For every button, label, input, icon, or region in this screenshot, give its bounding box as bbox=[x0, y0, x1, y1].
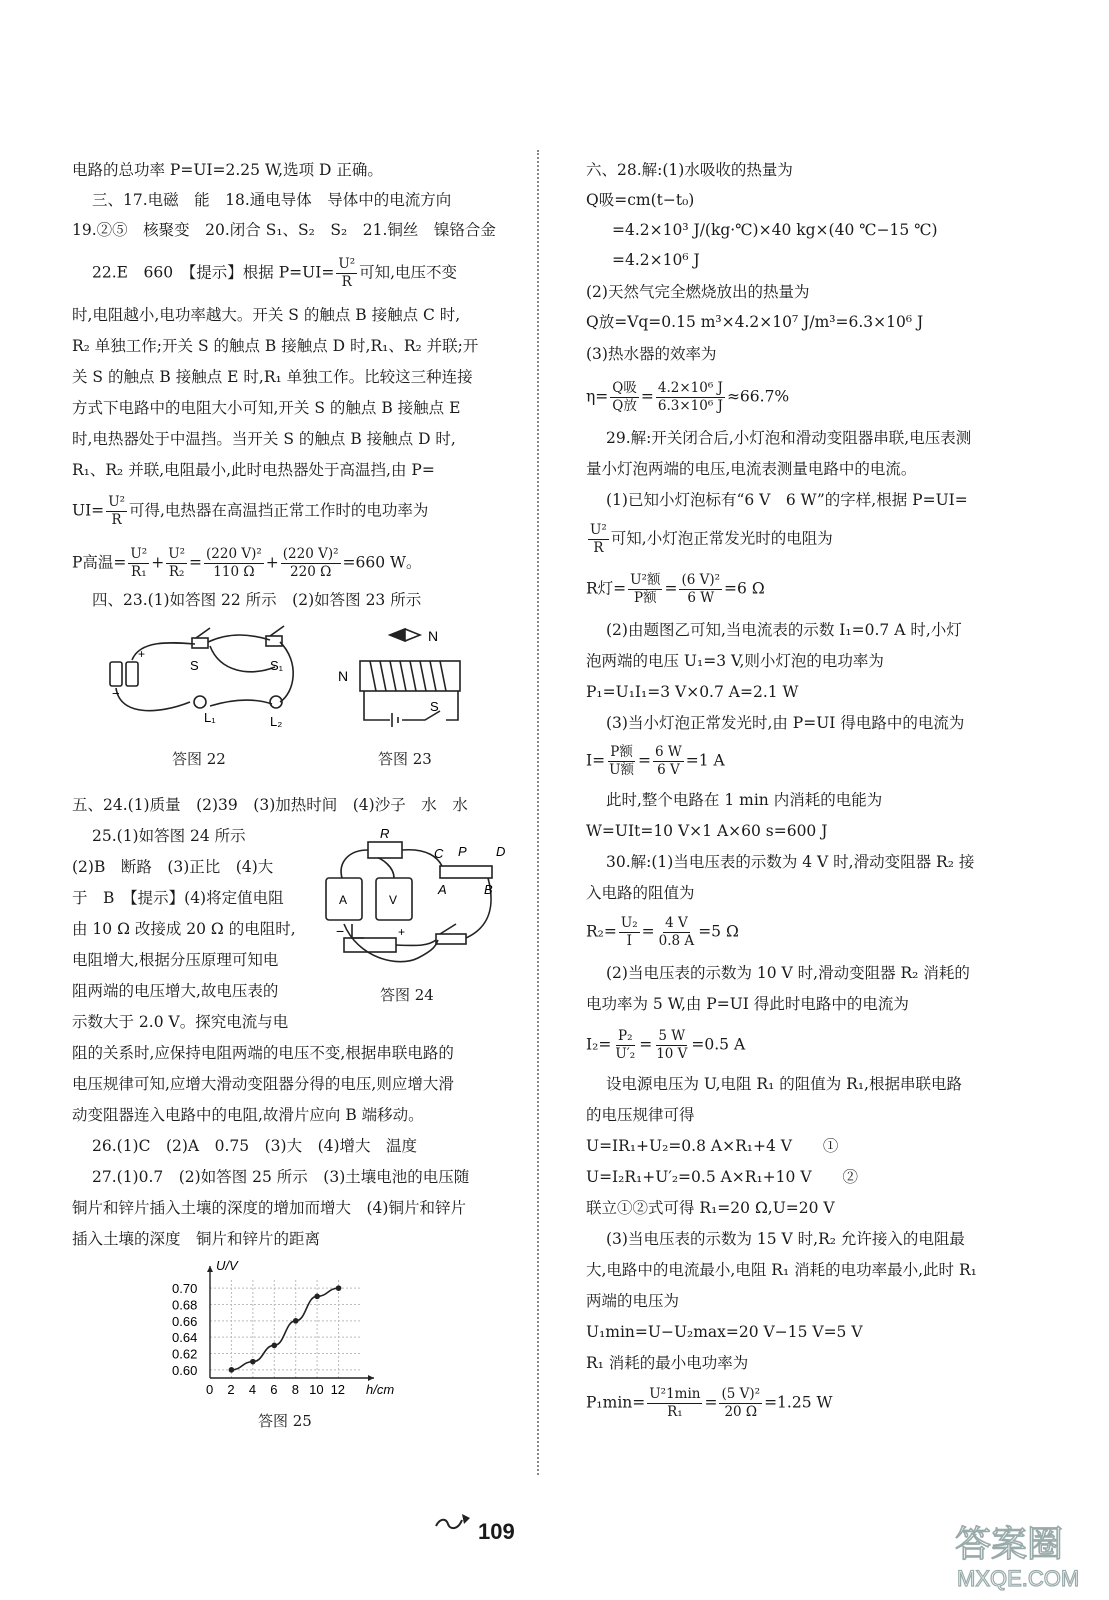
text-line: R₁、R₂ 并联,电阻最小,此时电热器处于高温挡,由 P= bbox=[72, 461, 435, 479]
fig-label: + bbox=[138, 647, 146, 661]
text-line: (2)由题图乙可知,当电流表的示数 I₁=0.7 A 时,小灯 bbox=[606, 621, 962, 639]
compass-n-label: N bbox=[428, 628, 439, 644]
y-tick-label: 0.60 bbox=[172, 1362, 198, 1378]
text-line-i2: I₂= $\frac{\text{P₂}}{\text{U′₂}}$ = $\frac{5 W}{10 V}$ =0.5 A bbox=[586, 1028, 746, 1062]
fraction: $\frac{\text{(220 V)²}}{110 \Omega}$ bbox=[206, 546, 262, 580]
x-tick-label: 12 bbox=[330, 1382, 346, 1397]
fraction: $\frac{5 W}{10 V}$ bbox=[656, 1028, 688, 1062]
switch-base bbox=[266, 636, 282, 646]
switch-base bbox=[436, 934, 466, 944]
y-tick-label: 0.62 bbox=[172, 1346, 198, 1362]
text-segment: 可知,电压不变 bbox=[359, 263, 458, 282]
text-line: 电压规律可知,应增大滑动变阻器分得的电压,则应增大滑 bbox=[72, 1075, 454, 1093]
wire bbox=[352, 924, 364, 938]
text-line: =4.2×10³ J/(kg·℃)×40 kg×(40 ℃−15 ℃) bbox=[612, 221, 938, 239]
text-line: (3)热水器的效率为 bbox=[586, 345, 717, 363]
data-point bbox=[229, 1367, 235, 1373]
text-line: 由 10 Ω 改接成 20 Ω 的电阻时, bbox=[72, 920, 296, 938]
figure-caption: 答图 23 bbox=[378, 750, 432, 768]
wire bbox=[344, 924, 438, 962]
watermark-url: MXQE.COM bbox=[957, 1566, 1080, 1591]
text-line: (2)天然气完全燃烧放出的热量为 bbox=[586, 283, 810, 301]
text-line: 27.(1)0.7 (2)如答图 25 所示 (3)土壤电池的电压随 bbox=[92, 1168, 470, 1186]
text-line: (1)已知小灯泡标有“6 V 6 W”的字样,根据 P=UI= bbox=[606, 491, 968, 509]
wire bbox=[116, 688, 190, 711]
text-line: 电路的总功率 P=UI=2.25 W,选项 D 正确。 bbox=[72, 161, 383, 179]
x-axis-arrow bbox=[368, 1375, 374, 1381]
switch-lever bbox=[440, 924, 456, 934]
fraction: $\frac{\text{U²}}{R}$ bbox=[338, 256, 356, 290]
fraction: $\frac{\text{P额}}{\text{U额}}$ bbox=[609, 744, 635, 778]
fraction: $\frac{4 V}{0.8 A}$ bbox=[658, 915, 695, 949]
text-line: 设电源电压为 U,电阻 R₁ 的阻值为 R₁,根据串联电路 bbox=[606, 1075, 962, 1093]
rheostat bbox=[440, 866, 492, 878]
text-line: 示数大于 2.0 V。探究电流与电 bbox=[72, 1013, 289, 1031]
wire bbox=[364, 691, 390, 720]
fig-label: − bbox=[336, 923, 345, 939]
wire bbox=[446, 691, 458, 720]
text-line: U=I₂R₁+U′₂=0.5 A×R₁+10 V ② bbox=[586, 1168, 859, 1186]
text-line: 入电路的阻值为 bbox=[586, 884, 695, 902]
bulb-icon bbox=[194, 696, 206, 708]
text-line: Q放=Vq=0.15 m³×4.2×10⁷ J/m³=6.3×10⁶ J bbox=[586, 313, 924, 331]
fig-label: − bbox=[112, 686, 120, 701]
text-line: 26.(1)C (2)A 0.75 (3)大 (4)增大 温度 bbox=[92, 1137, 418, 1155]
watermark-logo bbox=[945, 1514, 1095, 1594]
fig-label: B bbox=[484, 882, 493, 897]
solenoid-n-label: N bbox=[338, 668, 349, 684]
x-tick-label: 6 bbox=[270, 1382, 278, 1397]
solenoid-figure-23 bbox=[330, 625, 470, 737]
text-line-rlamp: R灯= $\frac{\text{U²额}}{\text{P额}}$ = $\frac{\text{(6 V)²}}{6 W}$ =6 Ω bbox=[586, 572, 765, 606]
text-line: 五、24.(1)质量 (2)39 (3)加热时间 (4)沙子 水 水 bbox=[72, 796, 468, 814]
text-line: 阻的关系时,应保持电阻两端的电压不变,根据串联电路的 bbox=[72, 1044, 454, 1062]
text-line: 插入土壤的深度 铜片和锌片的距离 bbox=[72, 1230, 321, 1248]
fraction: $\frac{\text{(6 V)²}}{6 W}$ bbox=[681, 572, 721, 606]
page-number: 109 bbox=[478, 1519, 515, 1544]
text-line: 时,电热器处于中温挡。当开关 S 的触点 B 接触点 D 时, bbox=[72, 430, 456, 448]
resistor bbox=[368, 842, 402, 858]
text-line: 关 S 的触点 B 接触点 E 时,R₁ 单独工作。比较这三种连接 bbox=[72, 368, 473, 386]
x-tick-label: 2 bbox=[227, 1382, 235, 1397]
text-line: U=IR₁+U₂=0.8 A×R₁+4 V ① bbox=[586, 1137, 839, 1155]
data-point bbox=[314, 1294, 320, 1300]
text-line: 六、28.解:(1)水吸收的热量为 bbox=[586, 161, 793, 179]
text-line-phigh: P高温= $\frac{\text{U²}}{\text{R₁}}$ + $\frac{\text{U²}}{\text{R₂}}$ = $\frac{\text{(220 V)²}}{110 \Omega}$ + $\frac{\text{(220 V)²}}{220 \Omega}$ =660 W。 bbox=[72, 546, 422, 580]
fig-label: + bbox=[398, 925, 406, 939]
text-line: 的电压规律可得 bbox=[586, 1106, 695, 1124]
x-tick-label: 0 bbox=[206, 1382, 214, 1397]
text-line: P₁=U₁I₁=3 V×0.7 A=2.1 W bbox=[586, 683, 799, 701]
series-line bbox=[231, 1288, 338, 1370]
text-line: 大,电路中的电流最小,电阻 R₁ 消耗的电功率最小,此时 R₁ bbox=[586, 1261, 977, 1279]
fraction: $\frac{\text{U²}}{R}$ bbox=[108, 494, 125, 528]
text-line: 19.②⑤ 核聚变 20.闭合 S₁、S₂ S₂ 21.铜丝 镍铬合金 bbox=[72, 221, 496, 239]
y-axis-arrow bbox=[207, 1266, 213, 1272]
fraction: $\frac{6 W}{6 V}$ bbox=[655, 744, 682, 778]
text-line: (2)B 断路 (3)正比 (4)大 bbox=[72, 858, 274, 876]
compass-needle-dark bbox=[390, 629, 405, 641]
fraction: $\frac{\text{(220 V)²}}{220 \Omega}$ bbox=[282, 546, 339, 580]
publisher-logo-icon bbox=[432, 1510, 474, 1534]
text-line: 电阻增大,根据分压原理可知电 bbox=[72, 951, 279, 969]
fig-label: S₁ bbox=[270, 658, 284, 673]
fig-label: L₂ bbox=[270, 714, 283, 729]
text-line: R₂ 单独工作;开关 S 的触点 B 接触点 D 时,R₁、R₂ 并联;开 bbox=[72, 337, 479, 355]
fig-label: P bbox=[458, 844, 467, 859]
fraction: $\frac{\text{U₂}}{I}$ bbox=[620, 915, 638, 949]
fig-label: R bbox=[380, 828, 390, 841]
circuit-figure-22 bbox=[100, 622, 300, 740]
wire bbox=[378, 858, 394, 878]
data-point bbox=[293, 1318, 299, 1324]
text-line: 方式下电路中的电阻大小可知,开关 S 的触点 B 接触点 E bbox=[72, 399, 461, 417]
fraction: $\frac{\text{P₂}}{\text{U′₂}}$ bbox=[615, 1028, 636, 1062]
x-tick-label: 8 bbox=[291, 1382, 299, 1397]
fraction: $\frac{\text{U²}}{R}$ bbox=[590, 522, 607, 556]
text-line: 铜片和锌片插入土壤的深度的增加而增大 (4)铜片和锌片 bbox=[72, 1199, 466, 1217]
text-line: 泡两端的电压 U₁=3 V,则小灯泡的电功率为 bbox=[586, 652, 884, 670]
battery-box bbox=[344, 938, 396, 952]
meter-label: V bbox=[389, 893, 398, 907]
fraction: $\frac{\text{(5 V)²}}{20 \Omega}$ bbox=[721, 1386, 761, 1420]
text-line: 于 B 【提示】(4)将定值电阻 bbox=[72, 889, 284, 907]
text-segment: 22.E 660 【提示】根据 P=UI= bbox=[92, 263, 335, 282]
fraction: $\frac{\text{U²1min}}{\text{R₁}}$ bbox=[649, 1386, 701, 1420]
column-divider bbox=[537, 150, 539, 1475]
text-line-r2: R₂= $\frac{\text{U₂}}{I}$ = $\frac{4 V}{0.8 A}$ =5 Ω bbox=[586, 915, 739, 949]
fraction: $\frac{\text{Q吸}}{\text{Q放}}$ bbox=[612, 380, 637, 414]
text-line-ui: UI= $\frac{\text{U²}}{R}$ 可得,电热器在高温挡正常工作时的电功率为 bbox=[72, 494, 429, 528]
fig-label: D bbox=[496, 844, 506, 859]
text-line: 四、23.(1)如答图 22 所示 (2)如答图 23 所示 bbox=[92, 591, 422, 609]
text-line: 时,电阻越小,电功率越大。开关 S 的触点 B 接触点 C 时, bbox=[72, 306, 461, 324]
text-line: 联立①②式可得 R₁=20 Ω,U=20 V bbox=[586, 1199, 835, 1217]
y-tick-label: 0.68 bbox=[172, 1297, 198, 1313]
text-line: 25.(1)如答图 24 所示 bbox=[92, 827, 246, 845]
text-line-u2r: $\frac{\text{U²}}{R}$ 可知,小灯泡正常发光时的电阻为 bbox=[590, 522, 833, 556]
battery-cell bbox=[110, 662, 122, 686]
text-line: W=UIt=10 V×1 A×60 s=600 J bbox=[586, 822, 828, 840]
watermark-text: 答案圈 bbox=[955, 1523, 1064, 1564]
text-line: R₁ 消耗的最小电功率为 bbox=[586, 1354, 749, 1372]
text-line: (2)当电压表的示数为 10 V 时,滑动变阻器 R₂ 消耗的 bbox=[606, 964, 970, 982]
wire bbox=[396, 940, 436, 945]
data-point bbox=[250, 1359, 256, 1365]
text-line: 30.解:(1)当电压表的示数为 4 V 时,滑动变阻器 R₂ 接 bbox=[606, 853, 975, 871]
wire bbox=[210, 700, 272, 706]
text-line-22 bbox=[92, 256, 457, 291]
text-line: 动变阻器连入电路中的电阻,故滑片应向 B 端移动。 bbox=[72, 1106, 424, 1124]
fig-label: L₁ bbox=[204, 710, 216, 725]
text-line: Q吸=cm(t−t₀) bbox=[586, 191, 695, 209]
x-axis-label: h/cm bbox=[366, 1382, 395, 1397]
figure-caption: 答图 25 bbox=[258, 1412, 312, 1430]
wire bbox=[208, 635, 270, 642]
data-point bbox=[336, 1285, 342, 1291]
meter-label: A bbox=[339, 893, 348, 907]
text-line: 阻两端的电压增大,故电压表的 bbox=[72, 982, 279, 1000]
y-axis-label: U/V bbox=[216, 1258, 238, 1273]
battery-cell bbox=[126, 662, 138, 686]
figure-caption: 答图 22 bbox=[172, 750, 226, 768]
fig-label: A bbox=[438, 882, 447, 897]
y-tick-label: 0.70 bbox=[172, 1281, 198, 1297]
figure-caption: 答图 24 bbox=[380, 986, 434, 1004]
fraction: $\frac{\text{U²额}}{\text{P额}}$ bbox=[630, 572, 661, 606]
data-point bbox=[271, 1343, 277, 1349]
text-line: 量小灯泡两端的电压,电流表测量电路中的电流。 bbox=[586, 460, 917, 478]
text-line: 三、17.电磁 能 18.通电导体 导体中的电流方向 bbox=[92, 191, 452, 209]
y-tick-label: 0.64 bbox=[172, 1330, 198, 1346]
switch-lever bbox=[196, 628, 210, 638]
fraction: $\frac{\text{4.2×10⁶ J}}{\text{6.3×10⁶ J}}$ bbox=[657, 380, 723, 414]
wire bbox=[341, 850, 368, 878]
wire bbox=[210, 646, 275, 672]
chart-figure-25 bbox=[170, 1252, 410, 1402]
text-line: 电功率为 5 W,由 P=UI 得此时电路中的电流为 bbox=[586, 995, 909, 1013]
text-line-p1min: P₁min= $\frac{\text{U²1min}}{\text{R₁}}$ = $\frac{\text{(5 V)²}}{20 \Omega}$ =1.25 W bbox=[586, 1386, 833, 1420]
fig-label: C bbox=[434, 846, 444, 861]
text-line-eta: η= $\frac{\text{Q吸}}{\text{Q放}}$ = $\frac{\text{4.2×10⁶ J}}{\text{6.3×10⁶ J}}$ ≈66.7% bbox=[586, 380, 790, 414]
text-line: 此时,整个电路在 1 min 内消耗的电能为 bbox=[606, 791, 883, 809]
text-line: =4.2×10⁶ J bbox=[612, 251, 700, 269]
fig-label: S bbox=[190, 658, 199, 673]
x-tick-label: 4 bbox=[248, 1382, 257, 1397]
text-line: 两端的电压为 bbox=[586, 1292, 680, 1310]
fraction: $\frac{\text{U²}}{\text{R₂}}$ bbox=[168, 546, 186, 580]
text-line: (3)当小灯泡正常发光时,由 P=UI 得电路中的电流为 bbox=[606, 714, 965, 732]
x-tick-label: 10 bbox=[309, 1382, 324, 1397]
text-line: (3)当电压表的示数为 15 V 时,R₂ 允许接入的电阻最 bbox=[606, 1230, 965, 1248]
text-line: 29.解:开关闭合后,小灯泡和滑动变阻器串联,电压表测 bbox=[606, 429, 972, 447]
text-line: U₁min=U−U₂max=20 V−15 V=5 V bbox=[586, 1323, 863, 1341]
circuit-figure-24 bbox=[318, 828, 512, 976]
text-line-i: I= $\frac{\text{P额}}{\text{U额}}$ = $\frac{6 W}{6 V}$ =1 A bbox=[586, 744, 725, 778]
switch-base bbox=[192, 638, 208, 648]
switch-label: S bbox=[430, 699, 439, 714]
fraction: $\frac{\text{U²}}{\text{R₁}}$ bbox=[130, 546, 148, 580]
switch-lever bbox=[270, 626, 284, 636]
y-tick-label: 0.66 bbox=[172, 1313, 198, 1329]
